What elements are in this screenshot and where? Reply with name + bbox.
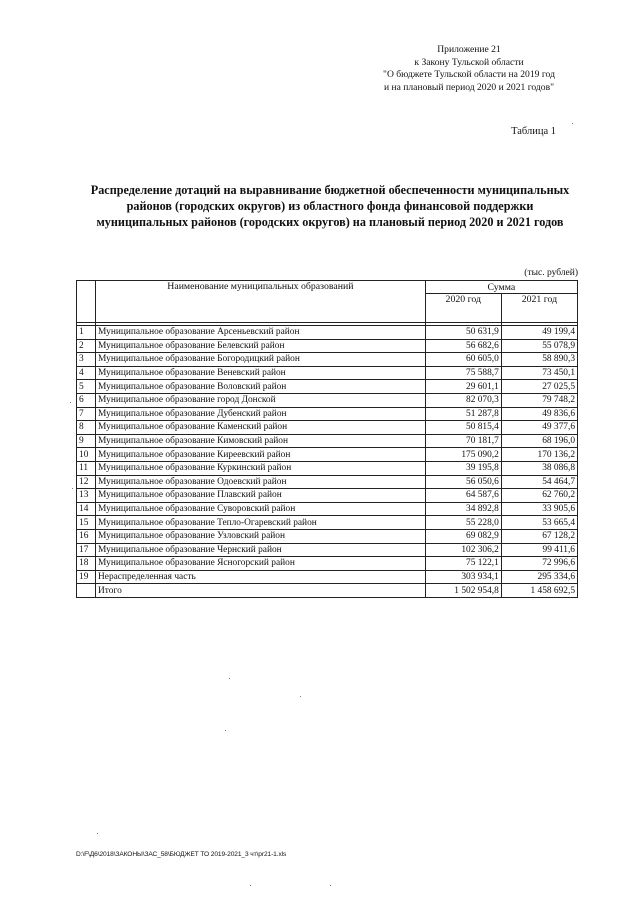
row-number: 13 bbox=[77, 489, 96, 503]
appendix-reference bbox=[354, 44, 584, 94]
row-number: 12 bbox=[77, 475, 96, 489]
row-number: 7 bbox=[77, 407, 96, 421]
row-name: Муниципальное образование Ясногорский район bbox=[96, 557, 426, 571]
row-value-2020: 29 601,1 bbox=[425, 380, 501, 394]
row-name: Муниципальное образование Кимовский район bbox=[96, 434, 426, 448]
row-name: Муниципальное образование Киреевский район bbox=[96, 448, 426, 462]
row-number: 15 bbox=[77, 516, 96, 530]
row-value-2021: 38 086,8 bbox=[501, 461, 577, 475]
title-line: Распределение дотаций на выравнивание бюджетной обеспеченности муниципальных bbox=[90, 183, 570, 197]
file-path-footer: D:\F\Д6\2018\ЗАКОНЫ\ЗАС_58\БЮДЖЕТ ТО 2019-2021_3 чт\pr21-1.xls bbox=[76, 851, 287, 858]
scan-speck bbox=[225, 730, 226, 731]
row-number: 4 bbox=[77, 366, 96, 380]
header-name: Наименование муниципальных образований bbox=[96, 281, 426, 323]
row-value-2021: 33 905,6 bbox=[501, 502, 577, 516]
row-value-2020: 50 631,9 bbox=[425, 326, 501, 340]
table-row bbox=[77, 434, 578, 448]
row-value-2021: 53 665,4 bbox=[501, 516, 577, 530]
row-value-2021: 170 136,2 bbox=[501, 448, 577, 462]
table-row bbox=[77, 543, 578, 557]
row-value-2020: 64 587,6 bbox=[425, 489, 501, 503]
row-value-2021: 49 377,6 bbox=[501, 421, 577, 435]
table-row bbox=[77, 475, 578, 489]
table-label: Таблица 1 bbox=[511, 126, 556, 137]
scan-speck bbox=[300, 696, 301, 697]
table-row bbox=[77, 339, 578, 353]
row-number: 18 bbox=[77, 557, 96, 571]
appendix-line: и на плановый период 2020 и 2021 годов" bbox=[383, 81, 555, 93]
row-value-2020: 303 934,1 bbox=[425, 570, 501, 584]
row-value-2020: 1 502 954,8 bbox=[425, 584, 501, 598]
row-value-2020: 75 588,7 bbox=[425, 366, 501, 380]
scan-speck bbox=[97, 833, 98, 834]
title-line: муниципальных районов (городских округов) на плановый период 2020 и 2021 годов bbox=[96, 215, 564, 229]
row-value-2020: 82 070,3 bbox=[425, 393, 501, 407]
row-name: Итого bbox=[96, 584, 426, 598]
row-name: Муниципальное образование Тепло-Огаревский район bbox=[96, 516, 426, 530]
table-row bbox=[77, 516, 578, 530]
scan-speck bbox=[72, 488, 73, 489]
row-name: Муниципальное образование Плавский район bbox=[96, 489, 426, 503]
row-name: Муниципальное образование Каменский район bbox=[96, 421, 426, 435]
row-number bbox=[77, 584, 96, 598]
header-number-cell bbox=[77, 281, 96, 323]
header-sum: Сумма bbox=[425, 281, 577, 294]
row-number: 14 bbox=[77, 502, 96, 516]
row-number: 8 bbox=[77, 421, 96, 435]
row-name: Муниципальное образование Арсеньевский район bbox=[96, 326, 426, 340]
row-number: 17 bbox=[77, 543, 96, 557]
row-value-2020: 60 605,0 bbox=[425, 353, 501, 367]
document-title bbox=[70, 182, 590, 230]
units-note: (тыс. рублей) bbox=[524, 268, 578, 278]
scan-speck bbox=[572, 123, 573, 124]
row-value-2020: 56 050,6 bbox=[425, 475, 501, 489]
row-number: 19 bbox=[77, 570, 96, 584]
row-number: 16 bbox=[77, 529, 96, 543]
row-number: 11 bbox=[77, 461, 96, 475]
table-row bbox=[77, 353, 578, 367]
row-number: 3 bbox=[77, 353, 96, 367]
row-value-2020: 70 181,7 bbox=[425, 434, 501, 448]
row-value-2021: 49 199,4 bbox=[501, 326, 577, 340]
scan-speck bbox=[70, 402, 71, 403]
row-value-2021: 68 196,0 bbox=[501, 434, 577, 448]
table-row bbox=[77, 421, 578, 435]
row-value-2021: 99 411,6 bbox=[501, 543, 577, 557]
row-value-2020: 55 228,0 bbox=[425, 516, 501, 530]
row-value-2020: 175 090,2 bbox=[425, 448, 501, 462]
subsidies-table bbox=[76, 280, 578, 598]
row-value-2021: 55 078,9 bbox=[501, 339, 577, 353]
table-row bbox=[77, 393, 578, 407]
row-name: Муниципальное образование Узловский район bbox=[96, 529, 426, 543]
row-value-2020: 51 287,8 bbox=[425, 407, 501, 421]
row-number: 9 bbox=[77, 434, 96, 448]
row-number: 1 bbox=[77, 326, 96, 340]
row-value-2021: 27 025,5 bbox=[501, 380, 577, 394]
row-name: Муниципальное образование Куркинский район bbox=[96, 461, 426, 475]
row-name: Муниципальное образование Суворовский район bbox=[96, 502, 426, 516]
row-value-2021: 79 748,2 bbox=[501, 393, 577, 407]
header-2021: 2021 год bbox=[501, 294, 577, 323]
scan-speck bbox=[330, 885, 331, 886]
table-row bbox=[77, 326, 578, 340]
row-value-2021: 49 836,6 bbox=[501, 407, 577, 421]
title-line: районов (городских округов) из областного фонда финансовой поддержки bbox=[126, 199, 534, 213]
appendix-line: к Закону Тульской области bbox=[414, 56, 524, 68]
row-value-2021: 54 464,7 bbox=[501, 475, 577, 489]
row-value-2020: 34 892,8 bbox=[425, 502, 501, 516]
scan-speck bbox=[250, 885, 251, 886]
row-value-2021: 73 450,1 bbox=[501, 366, 577, 380]
table-row bbox=[77, 570, 578, 584]
row-value-2020: 39 195,8 bbox=[425, 461, 501, 475]
row-value-2020: 69 082,9 bbox=[425, 529, 501, 543]
row-number: 10 bbox=[77, 448, 96, 462]
row-value-2020: 50 815,4 bbox=[425, 421, 501, 435]
row-value-2021: 62 760,2 bbox=[501, 489, 577, 503]
row-value-2020: 75 122,1 bbox=[425, 557, 501, 571]
table-row bbox=[77, 461, 578, 475]
table-row bbox=[77, 380, 578, 394]
table-row bbox=[77, 557, 578, 571]
table-row bbox=[77, 502, 578, 516]
row-name: Муниципальное образование Чернский район bbox=[96, 543, 426, 557]
appendix-line: "О бюджете Тульской области на 2019 год bbox=[383, 69, 555, 81]
row-name: Нераспределенная часть bbox=[96, 570, 426, 584]
table-row bbox=[77, 584, 578, 598]
row-value-2021: 67 128,2 bbox=[501, 529, 577, 543]
row-name: Муниципальное образование Воловский район bbox=[96, 380, 426, 394]
row-value-2021: 295 334,6 bbox=[501, 570, 577, 584]
scan-speck bbox=[229, 678, 230, 679]
row-number: 6 bbox=[77, 393, 96, 407]
table-row bbox=[77, 529, 578, 543]
row-value-2021: 1 458 692,5 bbox=[501, 584, 577, 598]
row-value-2021: 72 996,6 bbox=[501, 557, 577, 571]
table-row bbox=[77, 366, 578, 380]
row-name: Муниципальное образование город Донской bbox=[96, 393, 426, 407]
table-row bbox=[77, 489, 578, 503]
row-value-2020: 102 306,2 bbox=[425, 543, 501, 557]
row-name: Муниципальное образование Дубенский район bbox=[96, 407, 426, 421]
appendix-line: Приложение 21 bbox=[437, 44, 501, 55]
row-value-2020: 56 682,6 bbox=[425, 339, 501, 353]
table-row bbox=[77, 407, 578, 421]
row-name: Муниципальное образование Одоевский район bbox=[96, 475, 426, 489]
row-number: 5 bbox=[77, 380, 96, 394]
row-name: Муниципальное образование Веневский район bbox=[96, 366, 426, 380]
row-number: 2 bbox=[77, 339, 96, 353]
row-name: Муниципальное образование Белевский район bbox=[96, 339, 426, 353]
table-row bbox=[77, 448, 578, 462]
row-name: Муниципальное образование Богородицкий район bbox=[96, 353, 426, 367]
row-value-2021: 58 890,3 bbox=[501, 353, 577, 367]
header-2020: 2020 год bbox=[425, 294, 501, 323]
